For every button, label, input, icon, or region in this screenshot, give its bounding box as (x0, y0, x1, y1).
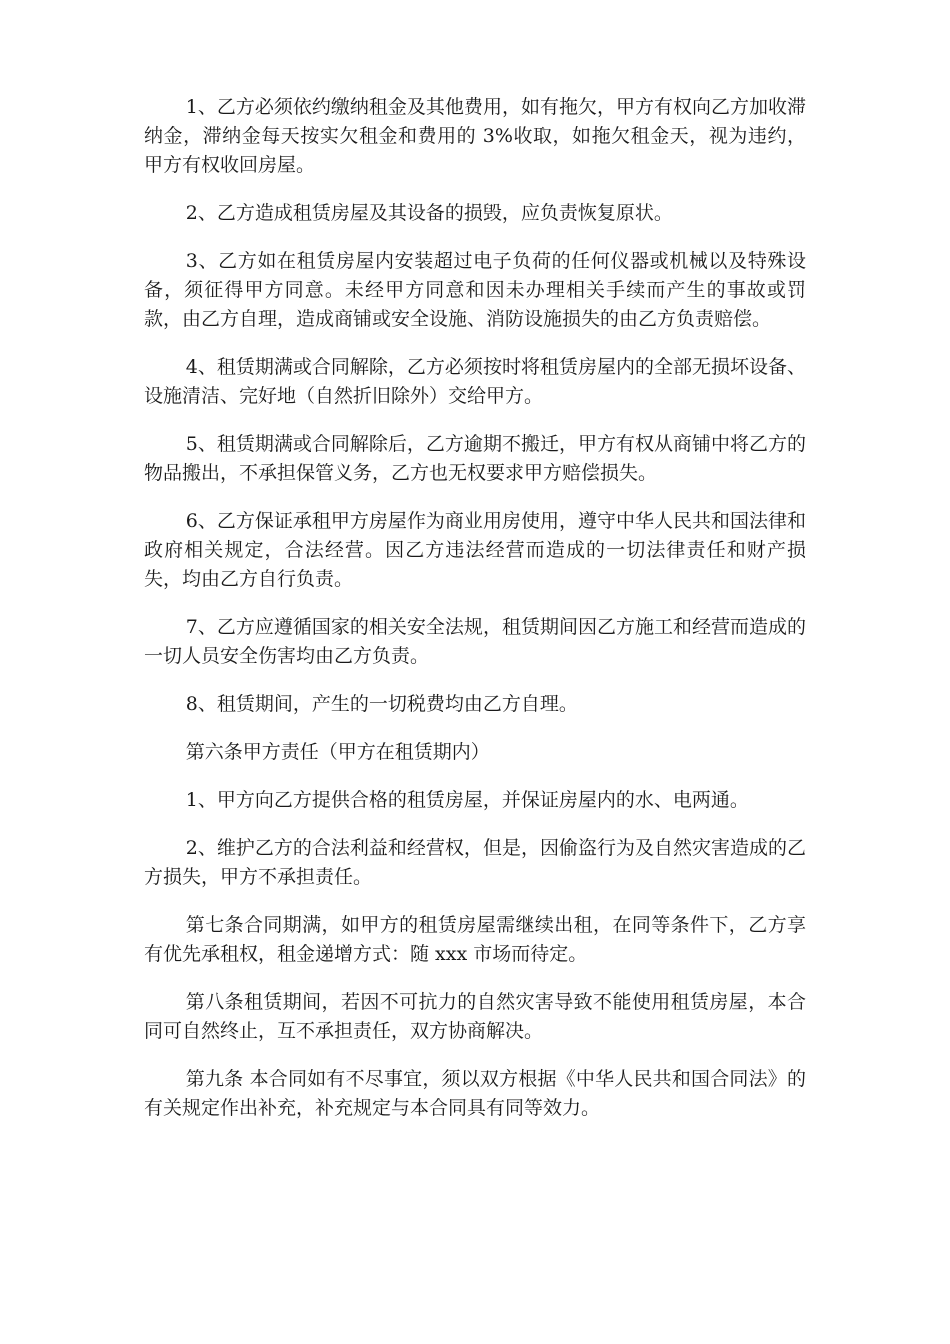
paragraph-lawful-operation: 6、乙方保证承租甲方房屋作为商业用房使用，遵守中华人民共和国法律和政府相关规定，合法经营。因乙方违法经营而造成的一切法律责任和财产损失，均由乙方自行负责。 (144, 510, 806, 590)
paragraph-article-eight: 第八条租赁期间，若因不可抗力的自然灾害导致不能使用租赁房屋，本合同可自然终止，互不承担责任，双方协商解决。 (144, 991, 806, 1042)
paragraph-return-equipment: 4、租赁期满或合同解除，乙方必须按时将租赁房屋内的全部无损坏设备、设施清洁、完好地（自然折旧除外）交给甲方。 (144, 356, 806, 407)
paragraph-late-payment: 1、乙方必须依约缴纳租金及其他费用，如有拖欠，甲方有权向乙方加收滞纳金，滞纳金每天按实欠租金和费用的 3%收取，如拖欠租金天，视为违约，甲方有权收回房屋。 (144, 96, 806, 176)
paragraph-overdue-move-out: 5、租赁期满或合同解除后，乙方逾期不搬迁，甲方有权从商铺中将乙方的物品搬出，不承担保管义务，乙方也无权要求甲方赔偿损失。 (144, 433, 806, 484)
paragraph-equipment-installation: 3、乙方如在租赁房屋内安装超过电子负荷的任何仪器或机械以及特殊设备，须征得甲方同意。未经甲方同意和因未办理相关手续而产生的事故或罚款，由乙方自理，造成商铺或安全设施、消防设施损失的由乙方负责赔偿。 (144, 250, 806, 330)
paragraph-safety-regulations: 7、乙方应遵循国家的相关安全法规，租赁期间因乙方施工和经营而造成的一切人员安全伤害均由乙方负责。 (144, 616, 806, 667)
paragraph-article-seven: 第七条合同期满，如甲方的租赁房屋需继续出租，在同等条件下，乙方享有优先承租权，租金递增方式：随 xxx 市场而待定。 (144, 914, 806, 965)
document-body (144, 93, 806, 1142)
heading-article-six: 第六条甲方责任（甲方在租赁期内） (185, 741, 490, 763)
paragraph-protect-interests: 2、维护乙方的合法利益和经营权，但是，因偷盗行为及自然灾害造成的乙方损失，甲方不承担责任。 (144, 837, 806, 888)
paragraph-article-nine: 第九条 本合同如有不尽事宜，须以双方根据《中华人民共和国合同法》的有关规定作出补充，补充规定与本合同具有同等效力。 (144, 1068, 806, 1119)
paragraph-provide-premises: 1、甲方向乙方提供合格的租赁房屋，并保证房屋内的水、电两通。 (185, 789, 749, 811)
paragraph-taxes: 8、租赁期间，产生的一切税费均由乙方自理。 (185, 693, 578, 715)
paragraph-damage-restore: 2、乙方造成租赁房屋及其设备的损毁，应负责恢复原状。 (185, 202, 673, 224)
